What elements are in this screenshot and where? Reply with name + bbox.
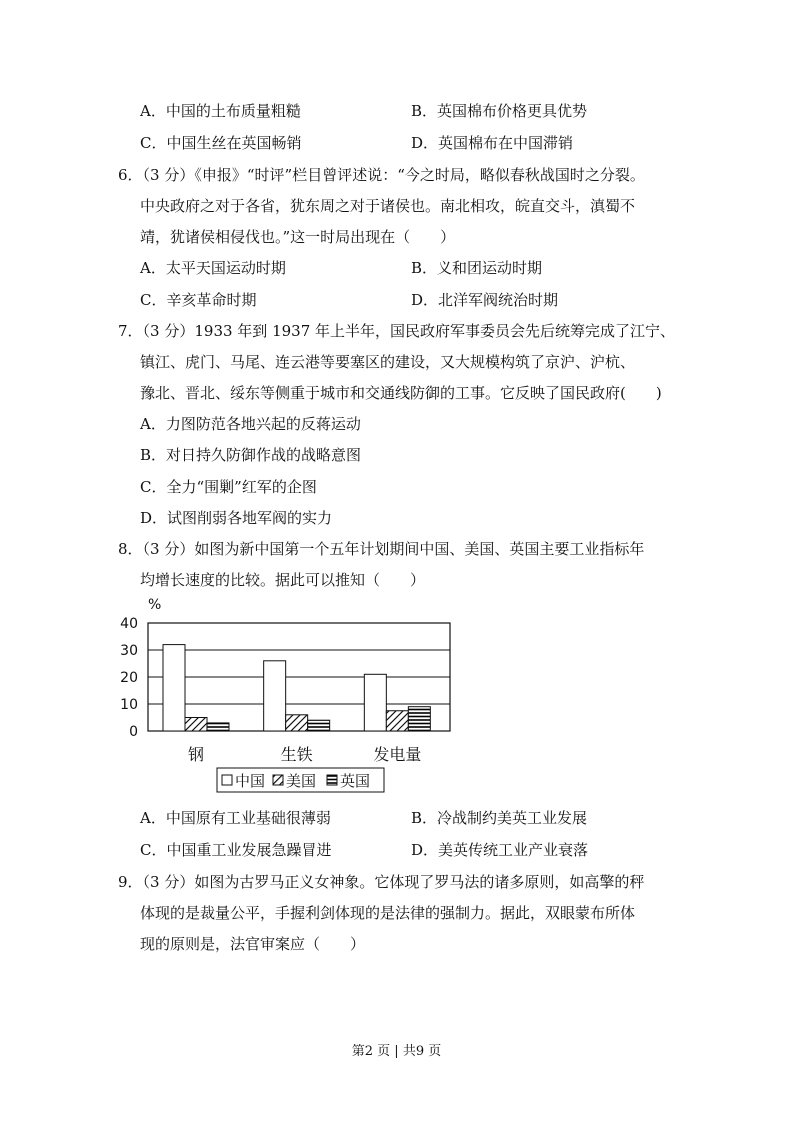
q9-stem-line-1: 9．（3 分）如图为古罗马正义女神象。它体现了罗马法的诸多原则，如高擎的秤 <box>118 873 645 891</box>
q6-option-a[interactable]: A．太平天国运动时期 <box>140 259 286 277</box>
q5-option-b[interactable]: B．英国棉布价格更具优势 <box>411 102 588 120</box>
q5-option-c[interactable]: C．中国生丝在英国畅销 <box>140 134 302 152</box>
q6-option-c[interactable]: C．辛亥革命时期 <box>140 291 257 309</box>
q7-option-c[interactable]: C．全力“围剿”红军的企图 <box>140 478 317 496</box>
q5-option-a[interactable]: A．中国的土布质量粗糙 <box>140 102 301 120</box>
q6-stem-line-1: 6．（3 分）《申报》“时评”栏目曾评述说：“今之时局，略似春秋战国时之分裂。 <box>118 166 645 184</box>
y-tick-label: 40 <box>120 616 138 632</box>
bar-英国-钢 <box>207 723 229 731</box>
q8-option-a[interactable]: A．中国原有工业基础很薄弱 <box>140 809 331 827</box>
y-tick-label: 30 <box>120 643 138 659</box>
bar-英国-生铁 <box>308 720 330 731</box>
y-tick-label: 0 <box>129 724 138 740</box>
bar-美国-生铁 <box>286 715 308 731</box>
bar-中国-生铁 <box>264 661 286 731</box>
bar-美国-钢 <box>185 718 207 732</box>
q5-option-d[interactable]: D．英国棉布在中国滞销 <box>411 134 574 152</box>
y-tick-label: 20 <box>120 670 138 686</box>
legend-label-美国: 美国 <box>286 772 317 790</box>
industry-growth-bar-chart <box>110 593 470 823</box>
q6-stem-line-2: 中央政府之对于各省，犹东周之对于诸侯也。南北相攻，皖直交斗，滇蜀不 <box>140 197 636 215</box>
q7-stem-line-1: 7．（3 分）1933 年到 1937 年上半年，国民政府军事委员会先后统筹完成了江宁、 <box>118 322 676 340</box>
legend-label-中国: 中国 <box>235 772 266 790</box>
x-category-label: 钢 <box>187 745 205 764</box>
q9-stem-line-3: 现的原则是，法官审案应（ ） <box>140 935 366 953</box>
q8-stem-line-2: 均增长速度的比较。据此可以推知（ ） <box>140 571 426 589</box>
legend-label-英国: 英国 <box>340 772 371 790</box>
bar-美国-发电量 <box>386 711 408 731</box>
y-axis-unit-label: % <box>148 597 162 613</box>
q6-option-d[interactable]: D．北洋军阀统治时期 <box>411 291 559 309</box>
q7-option-d[interactable]: D．试图削弱各地军阀的实力 <box>140 509 333 527</box>
page-footer: 第2 页 | 共9 页 <box>351 1044 442 1059</box>
q8-stem-line-1: 8．（3 分）如图为新中国第一个五年计划期间中国、美国、英国主要工业指标年 <box>118 540 645 558</box>
bar-英国-发电量 <box>408 707 430 731</box>
q7-stem-line-3: 豫北、晋北、绥东等侧重于城市和交通线防御的工事。它反映了国民政府( ) <box>140 384 662 402</box>
q6-option-b[interactable]: B．义和团运动时期 <box>411 259 543 277</box>
legend-swatch-中国 <box>222 775 232 785</box>
q8-option-d[interactable]: D．美英传统工业产业衰落 <box>411 841 589 859</box>
q8-option-b[interactable]: B．冷战制约美英工业发展 <box>411 809 588 827</box>
x-category-label: 生铁 <box>280 745 313 764</box>
x-category-label: 发电量 <box>373 745 422 764</box>
q6-stem-line-3: 靖，犹诸侯相侵伐也。”这一时局出现在（ ） <box>140 228 456 246</box>
legend-swatch-英国 <box>327 775 337 785</box>
q8-option-c[interactable]: C．中国重工业发展急躁冒进 <box>140 841 332 859</box>
q7-option-a[interactable]: A．力图防范各地兴起的反蒋运动 <box>140 415 361 433</box>
q7-option-b[interactable]: B．对日持久防御作战的战略意图 <box>140 446 362 464</box>
q9-stem-line-2: 体现的是裁量公平，手握利剑体现的是法律的强制力。据此，双眼蒙布所体 <box>140 904 636 922</box>
q7-stem-line-2: 镇江、虎门、马尾、连云港等要塞区的建设，又大规模构筑了京沪、沪杭、 <box>140 353 636 371</box>
bar-中国-钢 <box>163 645 185 731</box>
bar-中国-发电量 <box>364 674 386 731</box>
y-tick-label: 10 <box>120 697 138 713</box>
legend-swatch-美国 <box>273 775 283 785</box>
